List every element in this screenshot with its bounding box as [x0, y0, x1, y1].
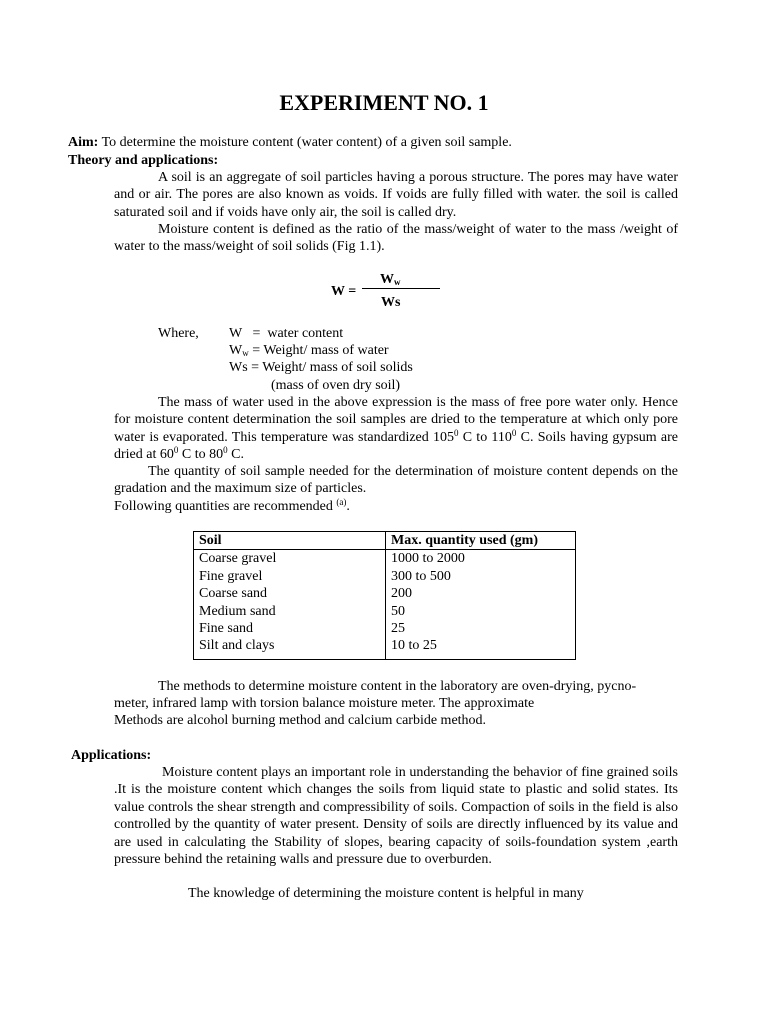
table-cell: Fine gravel [194, 568, 386, 585]
where-row-w: W = water content [229, 326, 344, 341]
table-header-soil: Soil [194, 532, 386, 550]
quantity-table [193, 531, 576, 660]
recommended-line: Following quantities are recommended $^{(a)}$. [114, 497, 350, 514]
formula-numerator: $W_w$ [380, 272, 401, 287]
table-cell: Coarse sand [194, 585, 386, 602]
formula-lhs: W = [331, 284, 357, 299]
where-row-ws: Ws = Weight/ mass of soil solids [229, 360, 413, 375]
fraction-bar [362, 288, 440, 289]
formula-denominator: Ws [381, 295, 401, 310]
table-cell: Silt and clays [194, 637, 386, 659]
table-cell: 300 to 500 [391, 568, 451, 584]
aim-text: To determine the moisture content (water content) of a given soil sample. [98, 135, 512, 150]
where-row-note: (mass of oven dry soil) [271, 378, 401, 393]
table-row [194, 620, 576, 637]
table-cell: Medium sand [194, 603, 386, 620]
where-label: Where, [158, 326, 199, 341]
methods-line-3: Methods are alcohol burning method and calcium carbide method. [114, 713, 487, 728]
paragraph-soil-definition [114, 169, 678, 221]
paragraph-text: Moisture content plays an important role in understanding the behavior of fine grained soils .It is the moisture content which changes the soils from liquid state to plastic and solid states. Its value controls the shear strength and compressibility of soils. Compaction of soils in the field is also controlled by the quantity of water present. Density of soils are directly influenced by its value and are used in calculating the Stability of slopes, bearing capacity of soils-foundation system ,earth pressure behind the retaining walls and pressure due to overburden. [114, 765, 678, 868]
table-row [194, 550, 576, 568]
table-cell: 50 [391, 603, 405, 619]
table-cell: 1000 to 2000 [391, 551, 465, 567]
paragraph-text: A soil is an aggregate of soil particles having a porous structure. The pores may have water and or air. The pores are also known as voids. If voids are fully filled with water. the soil is called saturated soil and if voids have only air, the soil is called dry. [114, 170, 678, 220]
table-cell: Coarse gravel [194, 550, 386, 568]
where-row-ww: $W_w$ = Weight/ mass of water [229, 343, 389, 358]
table-header-row [194, 532, 576, 550]
table-row [194, 568, 576, 585]
paragraph-quantity [114, 463, 678, 498]
paragraph-drying [114, 394, 678, 464]
table-cell: Fine sand [194, 620, 386, 637]
paragraph-text: The mass of water used in the above expression is the mass of free pore water only. Hence for moisture content determination the soil samples are dried to the temperature at which only pore water is evaporated. This temperature was standardized $105^0$ C to $110^0$ C. Soils having gypsum are dried at $60^0$ C to $80^0$ C. [114, 395, 678, 463]
table-row [194, 637, 576, 659]
table-row [194, 603, 576, 620]
applications-heading: Applications: [71, 748, 152, 763]
table-cell: 200 [391, 586, 412, 602]
table-header-quantity: Max. quantity used (gm) [386, 532, 576, 550]
table-cell: 25 [391, 621, 405, 637]
paragraph-text: Moisture content is defined as the ratio of the mass/weight of water to the mass /weight of water to the mass/weight of soil solids (Fig 1.1). [114, 222, 678, 255]
paragraph-knowledge: The knowledge of determining the moisture content is helpful in many [188, 886, 584, 901]
theory-heading: Theory and applications: [68, 153, 219, 168]
aim-label: Aim: [68, 135, 99, 150]
methods-line-1: The methods to determine moisture content in the laboratory are oven-drying, pycno- [158, 679, 637, 694]
aim-line [68, 134, 512, 151]
paragraph-moisture-definition [114, 221, 678, 256]
page-title: EXPERIMENT NO. 1 [279, 90, 489, 115]
methods-line-2: meter, infrared lamp with torsion balance moisture meter. The approximate [114, 696, 535, 711]
paragraph-text: The quantity of soil sample needed for the determination of moisture content depends on the gradation and the maximum size of particles. [114, 464, 678, 497]
table-cell: 10 to 25 [391, 638, 437, 654]
paragraph-applications [114, 764, 678, 868]
table-row [194, 585, 576, 602]
